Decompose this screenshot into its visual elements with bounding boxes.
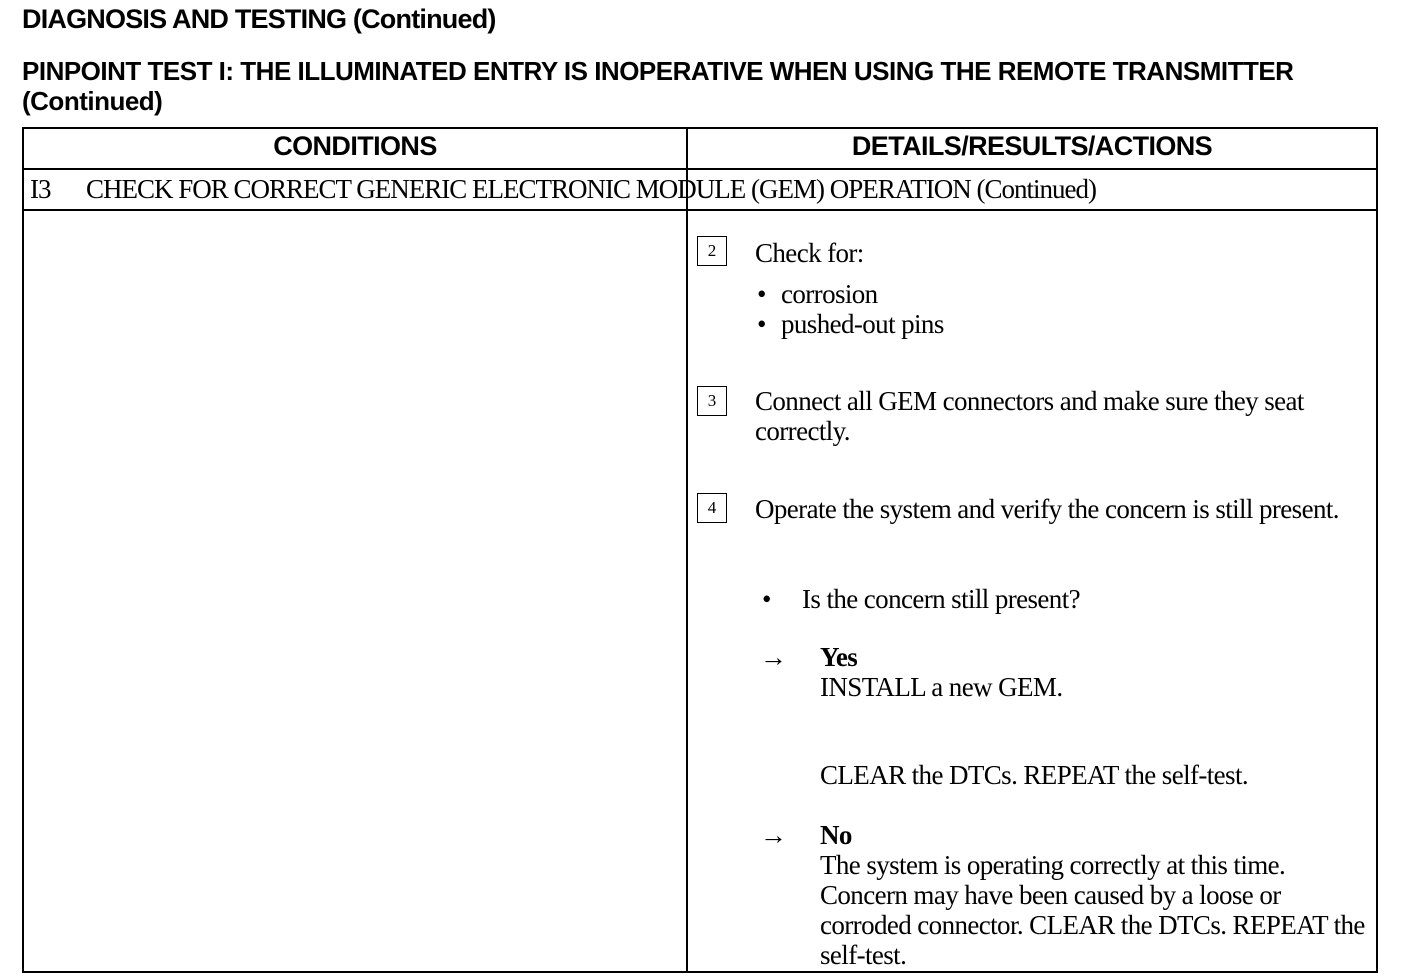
- column-header-details: DETAILS/RESULTS/ACTIONS: [851, 131, 1213, 161]
- result-no-label: No: [820, 820, 852, 850]
- column-header-conditions: CONDITIONS: [273, 131, 437, 161]
- result-yes-action: INSTALL a new GEM.: [820, 672, 1063, 702]
- pinpoint-test-title: PINPOINT TEST I: THE ILLUMINATED ENTRY IS INOPERATIVE WHEN USING THE REMOTE TRANSMITTER (Continued): [22, 56, 1294, 116]
- column-divider: [686, 127, 688, 973]
- bullet-icon: •: [762, 584, 771, 614]
- step-id: I3: [30, 174, 51, 204]
- step-text: Connect all GEM connectors and make sure they seat correctly.: [755, 386, 1304, 446]
- step-text: Check for:: [755, 238, 864, 268]
- bullet-icon: •: [757, 279, 766, 309]
- result-yes-label: Yes: [820, 642, 858, 672]
- section-title: DIAGNOSIS AND TESTING (Continued): [22, 4, 496, 34]
- question-text: Is the concern still present?: [802, 584, 1080, 614]
- arrow-icon: →: [760, 642, 787, 672]
- step-text: Operate the system and verify the concern is still present.: [755, 494, 1339, 524]
- bullet-icon: •: [757, 309, 766, 339]
- result-no-action: The system is operating correctly at this time. Concern may have been caused by a loose or corroded connector. CLEAR the DTCs. REPEAT the self-test.: [820, 850, 1365, 970]
- arrow-icon: →: [760, 820, 787, 850]
- result-yes-action: CLEAR the DTCs. REPEAT the self-test.: [820, 760, 1249, 790]
- step-title: CHECK FOR CORRECT GENERIC ELECTRONIC MODULE (GEM) OPERATION (Continued): [86, 174, 1096, 204]
- step-number-box: 2: [697, 236, 727, 266]
- bullet-item: pushed-out pins: [781, 309, 944, 339]
- step-number-box: 4: [697, 493, 727, 523]
- step-title-rule: [22, 209, 1378, 211]
- header-rule: [22, 168, 1378, 170]
- step-number-box: 3: [697, 386, 727, 416]
- bullet-item: corrosion: [781, 279, 878, 309]
